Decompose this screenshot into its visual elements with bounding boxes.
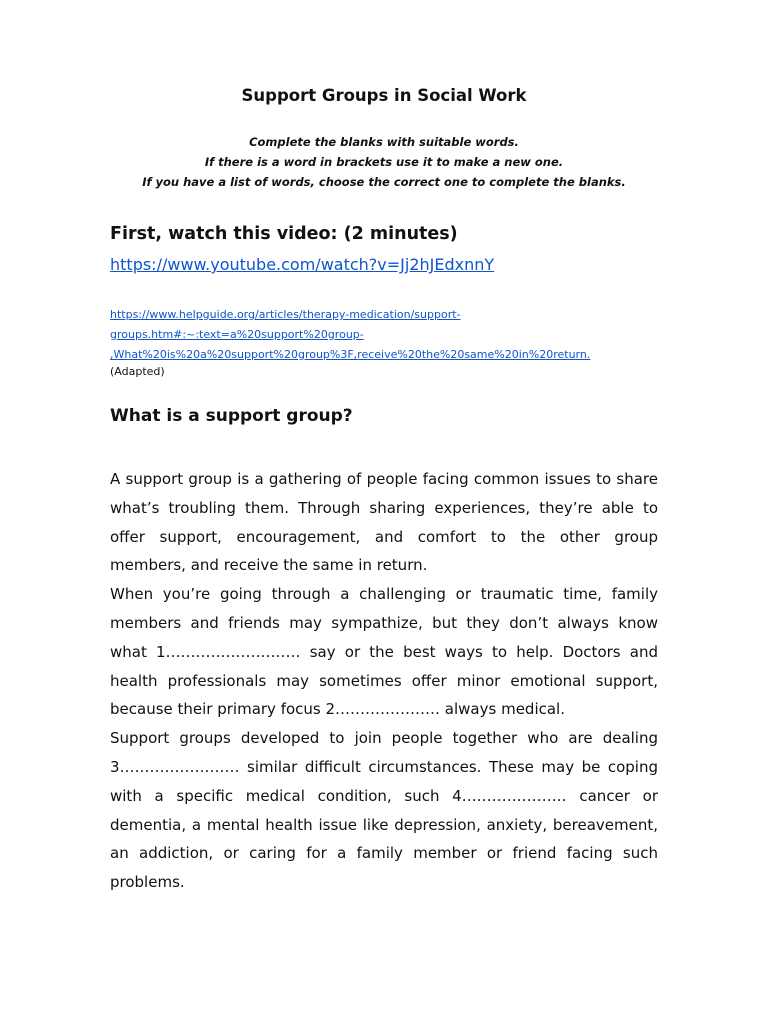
instruction-line: If you have a list of words, choose the correct one to complete the blanks. bbox=[142, 175, 626, 189]
source-link[interactable] bbox=[110, 305, 670, 365]
page-title: Support Groups in Social Work bbox=[241, 86, 527, 105]
adapted-note: (Adapted) bbox=[110, 365, 165, 378]
instruction-line: If there is a word in brackets use it to make a new one. bbox=[204, 155, 564, 169]
instruction-line: Complete the blanks with suitable words. bbox=[249, 135, 519, 149]
source-link-line: groups.htm#:~:text=a%20support%20group- bbox=[110, 328, 364, 341]
instructions-block bbox=[110, 132, 658, 192]
source-link-line: ,What%20is%20a%20support%20group%3F,receive%20the%20same%20in%20return. bbox=[110, 348, 591, 361]
paragraph: When you’re going through a challenging or traumatic time, family members and friends may sympathize, but they don’t always know what 1……………………… say or the best ways to help. Doctors and health professionals may sometimes offer minor emotional support, because their primary focus 2………………… always medical. bbox=[110, 585, 658, 719]
source-link-line: https://www.helpguide.org/articles/therapy-medication/support- bbox=[110, 308, 461, 321]
paragraph: A support group is a gathering of people facing common issues to share what’s troubling them. Through sharing experiences, they’re able to offer support, encouragement, and comfort to the other group members, and receive the same in return. bbox=[110, 470, 658, 575]
body-text bbox=[110, 465, 658, 897]
video-link[interactable]: https://www.youtube.com/watch?v=Jj2hJEdxnnY bbox=[110, 255, 495, 274]
section-heading: What is a support group? bbox=[110, 406, 353, 426]
video-heading: First, watch this video: (2 minutes) bbox=[110, 224, 458, 244]
paragraph: Support groups developed to join people together who are dealing 3…………………… similar difficult circumstances. These may be coping with a specific medical condition, such 4………………… cancer or dementia, a mental health issue like depression, anxiety, bereavement, an addiction, or caring for a family member or friend facing such problems. bbox=[110, 729, 658, 892]
